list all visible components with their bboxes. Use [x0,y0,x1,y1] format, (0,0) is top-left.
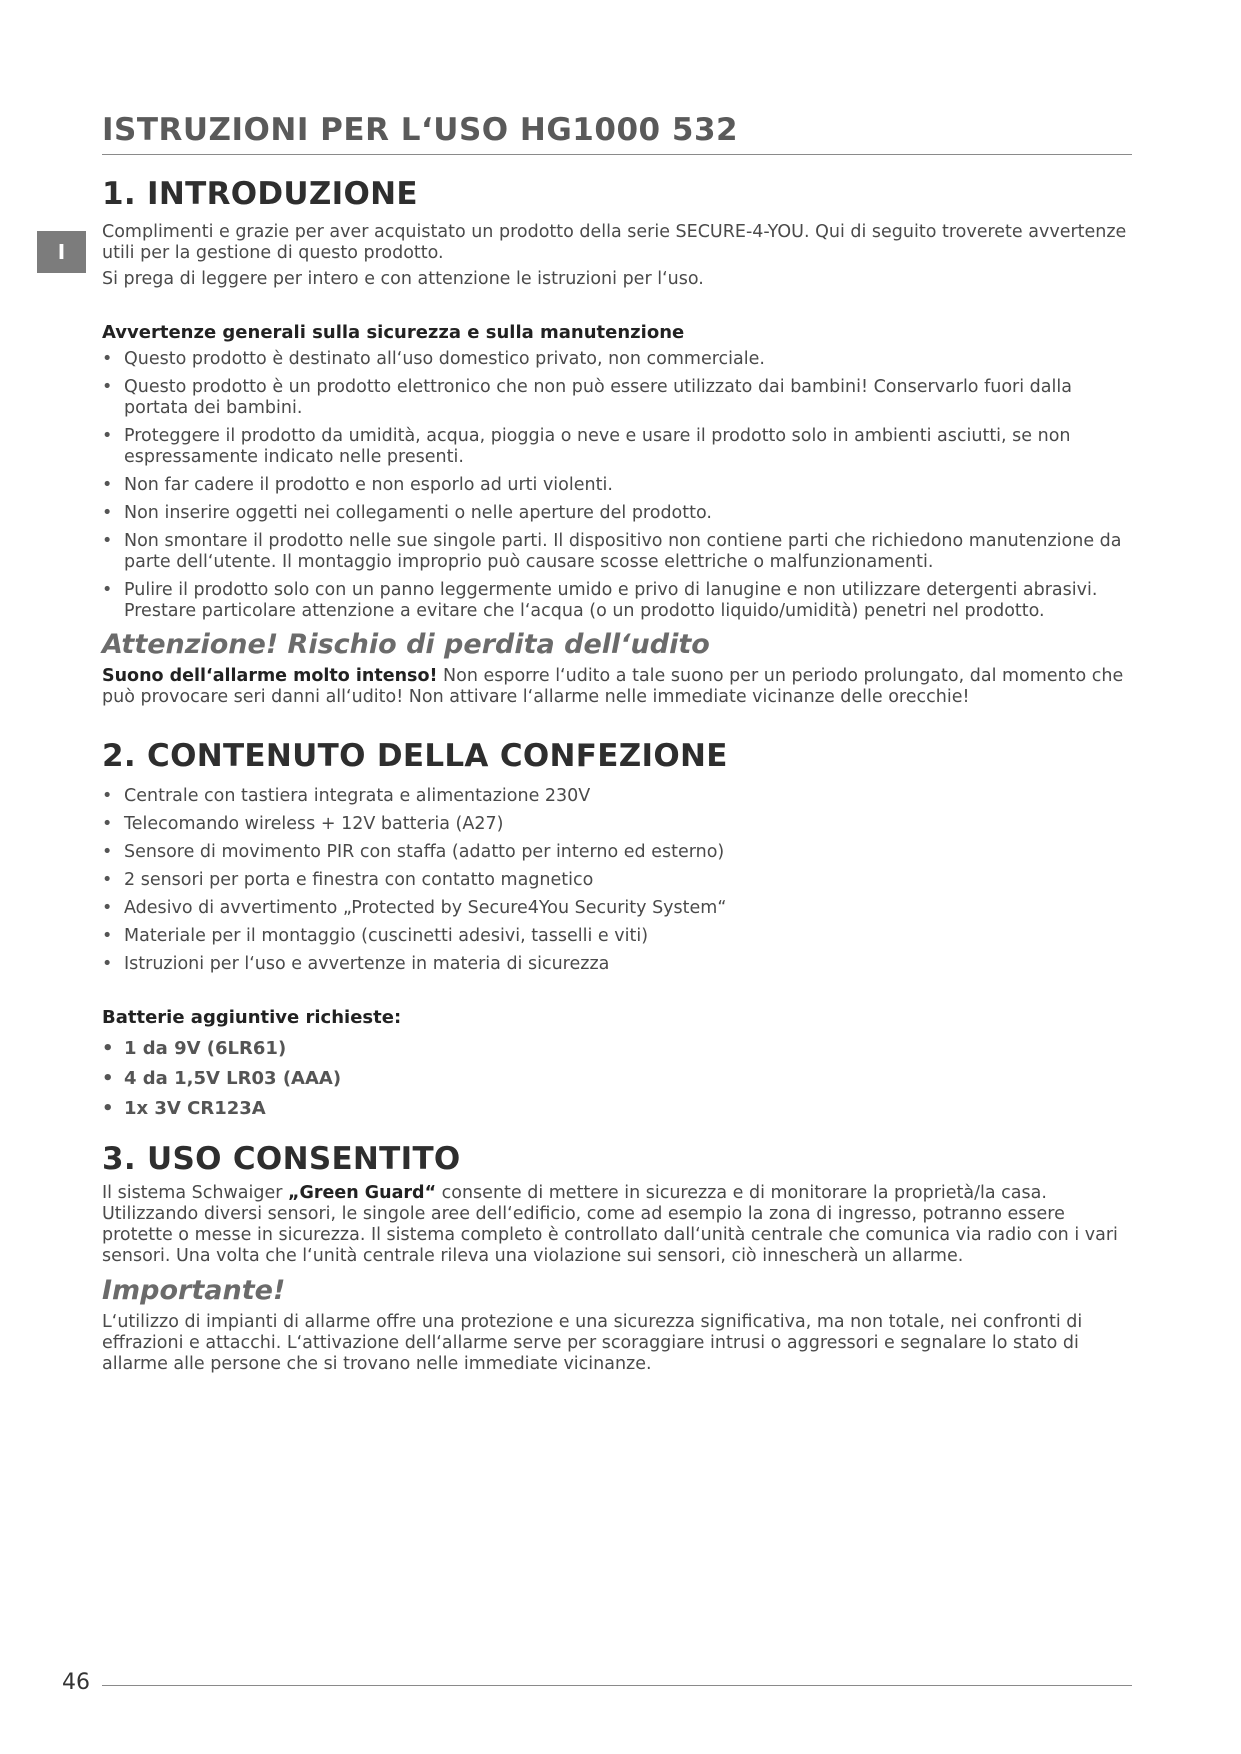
hearing-warning-bold: Suono dell‘allarme molto intenso! [102,666,438,686]
list-item: • Questo prodotto è destinato all‘uso domestico privato, non commerciale. [102,349,1132,370]
list-item: • Non smontare il prodotto nelle sue singole parti. Il dispositivo non contiene parti che richiedono manutenzione da parte dell‘utente. Il montaggio improprio può causare scosse elettriche o malfunzionamenti. [102,531,1132,573]
section-title-package-contents: 2. CONTENUTO DELLA CONFEZIONE [102,738,728,774]
intended-use-text-start: Il sistema Schwaiger [102,1183,288,1203]
list-item: • Telecomando wireless + 12V batteria (A27) [102,814,1132,835]
hearing-warning-paragraph [102,666,1132,708]
section-intended-use [102,1141,1132,1375]
intro-paragraph-2: Si prega di leggere per intero e con attenzione le istruzioni per l‘uso. [102,269,704,289]
list-item: • Proteggere il prodotto da umidità, acqua, pioggia o neve e usare il prodotto solo in ambienti asciutti, se non espressamente indicato nelle presenti. [102,426,1132,468]
section-title-introduction: 1. INTRODUZIONE [102,176,418,212]
list-item: • Sensore di movimento PIR con staffa (adatto per interno ed esterno) [102,842,1132,863]
list-item: • Materiale per il montaggio (cuscinetti adesivi, tasselli e viti) [102,926,1132,947]
batteries-subheading: Batterie aggiuntive richieste: [102,1007,402,1028]
hearing-warning-heading: Attenzione! Rischio di perdita dell‘udito [102,629,710,660]
list-item: • Questo prodotto è un prodotto elettronico che non può essere utilizzato dai bambini! Conservarlo fuori dalla portata dei bambini. [102,377,1132,419]
section-introduction [102,176,1132,708]
section-package-contents [102,738,1132,1119]
list-item: • Istruzioni per l‘uso e avvertenze in materia di sicurezza [102,954,1132,975]
important-paragraph: L‘utilizzo di impianti di allarme offre una protezione e una sicurezza significativa, ma non totale, nei confronti di effrazioni e attacchi. L‘attivazione dell‘allarme serve per scoraggiare intrusi o aggressori e segnalare lo stato di allarme alle persone che si trovano nelle immediate vicinanze. [102,1312,1083,1374]
important-heading: Importante! [102,1275,286,1306]
language-tab: I [37,231,86,273]
list-item: • 2 sensori per porta e finestra con contatto magnetico [102,870,1132,891]
safety-subheading: Avvertenze generali sulla sicurezza e sulla manutenzione [102,322,685,343]
list-item: • 1x 3V CR123A [102,1098,1132,1119]
list-item: • 1 da 9V (6LR61) [102,1038,1132,1059]
intended-use-paragraph [102,1183,1132,1267]
list-item: • Non far cadere il prodotto e non esporlo ad urti violenti. [102,475,1132,496]
product-name: „Green Guard“ [288,1183,437,1203]
list-item: • 4 da 1,5V LR03 (AAA) [102,1068,1132,1089]
batteries-list [102,1038,1132,1119]
page-number: 46 [62,1670,90,1695]
section-title-intended-use: 3. USO CONSENTITO [102,1141,461,1177]
page-header-title: ISTRUZIONI PER L‘USO HG1000 532 [102,112,1132,155]
list-item: • Adesivo di avvertimento „Protected by Secure4You Security System“ [102,898,1132,919]
package-contents-list [102,786,1132,975]
list-item: • Non inserire oggetti nei collegamenti o nelle aperture del prodotto. [102,503,1132,524]
safety-list [102,349,1132,622]
list-item: • Centrale con tastiera integrata e alimentazione 230V [102,786,1132,807]
intro-paragraph: Complimenti e grazie per aver acquistato un prodotto della serie SECURE-4-YOU. Qui di seguito troverete avvertenze utili per la gestione di questo prodotto. [102,222,1127,263]
intended-use-text-rest: consente di mettere in sicurezza e di monitorare la proprietà/la casa. Utilizzando diversi sensori, le singole aree dell‘edificio, come ad esempio la zona di ingresso, potranno essere protette o messe in sicurezza. Il sistema completo è controllato dall‘unità centrale che comunica via radio con i vari sensori. Una volta che l‘unità centrale rileva una violazione sui sensori, ciò innescherà un allarme. [102,1183,1118,1266]
footer-divider [102,1685,1132,1686]
main-content [102,176,1132,1375]
hearing-warning-text: Non esporre l‘udito a tale suono per un periodo prolungato, dal momento che può provocare seri danni all‘udito! Non attivare l‘allarme nelle immediate vicinanze delle orecchie! [102,666,1124,707]
list-item: • Pulire il prodotto solo con un panno leggermente umido e privo di lanugine e non utilizzare detergenti abrasivi. Prestare particolare attenzione a evitare che l‘acqua (o un prodotto liquido/umidità) penetri nel prodotto. [102,580,1132,622]
